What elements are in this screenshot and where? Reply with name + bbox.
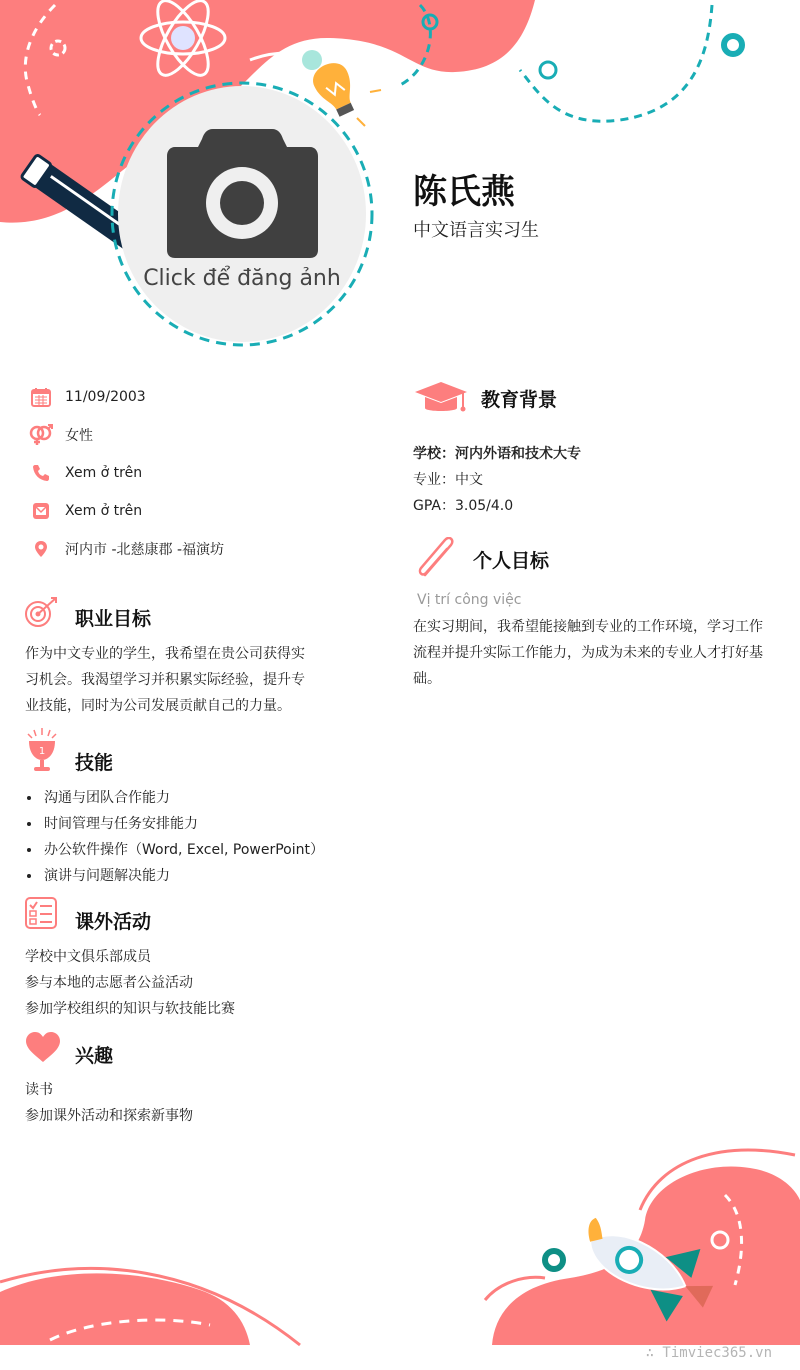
gender-icon (28, 422, 54, 448)
contact-text: Xem ở trên (65, 503, 143, 519)
objective-line: 流程并提升实际工作能力，为成为未来的专业人才打好基 (413, 645, 763, 661)
objective-text (413, 614, 783, 692)
graduation-cap-icon (413, 380, 469, 416)
watermark: ∴ Timviec365.vn (645, 1345, 772, 1361)
checklist-icon (25, 897, 57, 929)
contact-text: 河内市 -北慈康郡 -福演坊 (65, 542, 225, 558)
svg-text:1: 1 (38, 746, 46, 757)
paperclip-icon (415, 537, 459, 579)
camera-icon (165, 125, 320, 260)
skill-item: 演讲与问题解决能力 (25, 863, 365, 889)
contact-gender (28, 422, 368, 448)
objective-title: 个人目标 (473, 550, 550, 572)
education-major: 专业：中文 (413, 472, 483, 488)
trophy-icon (24, 728, 60, 774)
position-placeholder[interactable]: Vị trí công việc (417, 592, 522, 608)
skill-item: 时间管理与任务安排能力 (25, 811, 365, 837)
activities-list (25, 944, 365, 1022)
education-school: 学校：河内外语和技术大专 (413, 446, 581, 462)
contact-text: Xem ở trên (65, 465, 143, 481)
activity-item: 参加学校组织的知识与软技能比赛 (25, 1001, 235, 1017)
interest-item: 读书 (25, 1082, 53, 1098)
skills-list (25, 785, 365, 889)
calendar-icon (28, 384, 54, 410)
career-line: 作为中文专业的学生，我希望在贵公司获得实 (25, 646, 305, 662)
activities-title: 课外活动 (75, 911, 152, 933)
contact-text: 女性 (65, 428, 93, 444)
career-line: 习机会。我渴望学习并积累实际经验，提升专 (25, 672, 305, 688)
teal-ring (724, 36, 742, 54)
target-icon (24, 596, 60, 628)
interests-list (25, 1077, 365, 1129)
candidate-role: 中文语言实习生 (413, 220, 539, 241)
career-line: 业技能，同时为公司发展贡献自己的力量。 (25, 698, 291, 714)
candidate-name: 陈氏燕 (413, 172, 515, 212)
objective-line: 础。 (413, 671, 441, 687)
skill-item: 办公软件操作（Word, Excel, PowerPoint） (25, 837, 365, 863)
career-title: 职业目标 (75, 608, 152, 630)
photo-upload-label[interactable]: Click để đăng ảnh (143, 266, 341, 291)
contact-birthdate (28, 384, 368, 410)
contact-text: 11/09/2003 (65, 389, 146, 405)
heart-icon (25, 1031, 61, 1063)
contact-phone (28, 460, 368, 486)
skill-item: 沟通与团队合作能力 (25, 785, 365, 811)
education-title: 教育背景 (481, 389, 558, 411)
interest-item: 参加课外活动和探索新事物 (25, 1108, 193, 1124)
email-icon (28, 498, 54, 524)
contact-address (28, 536, 368, 562)
teal-ring-bottom (545, 1251, 563, 1269)
contact-email (28, 498, 368, 524)
bottom-left-blob (0, 1273, 250, 1345)
career-text (25, 641, 355, 719)
education-details (413, 441, 783, 519)
activity-item: 参与本地的志愿者公益活动 (25, 975, 193, 991)
interests-title: 兴趣 (75, 1045, 114, 1067)
location-pin-icon (28, 536, 54, 562)
education-gpa: GPA：3.05/4.0 (413, 498, 514, 514)
phone-icon (28, 460, 54, 486)
objective-line: 在实习期间，我希望能接触到专业的工作环境，学习工作 (413, 619, 763, 635)
activity-item: 学校中文俱乐部成员 (25, 949, 151, 965)
skills-title: 技能 (75, 752, 114, 774)
